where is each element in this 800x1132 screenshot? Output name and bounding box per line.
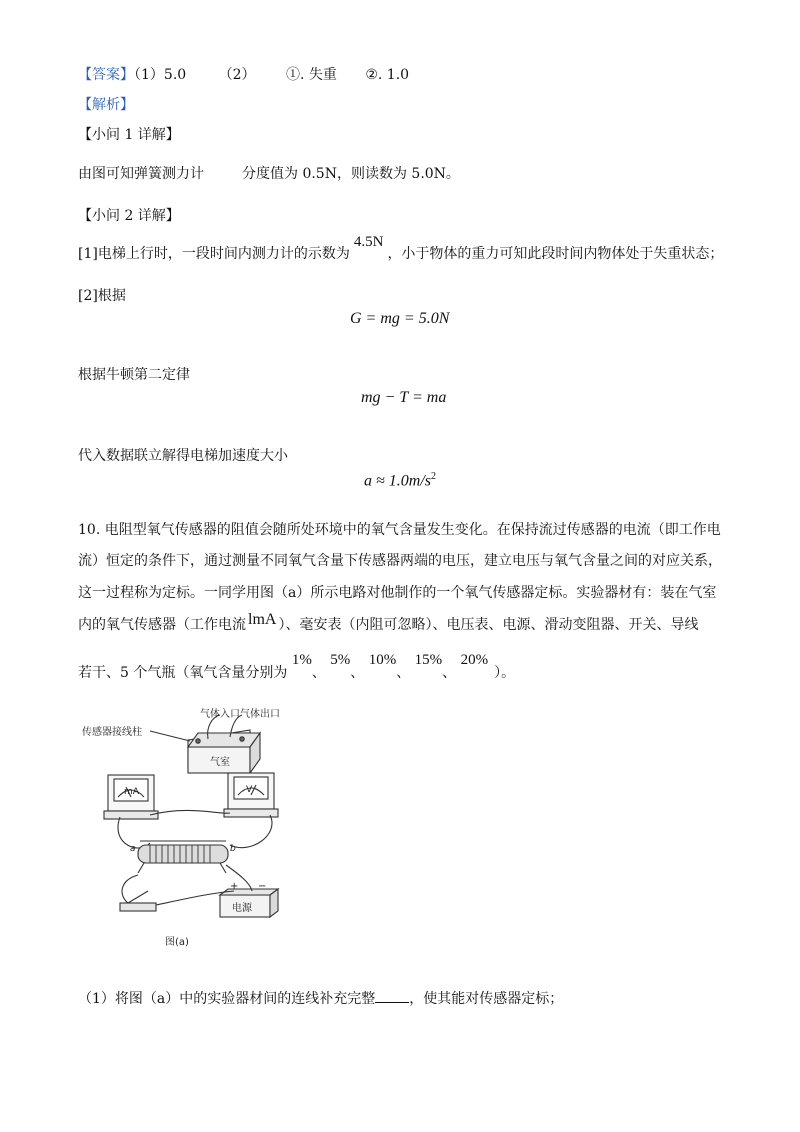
label-terminal-b: b <box>230 844 236 854</box>
answer-blank[interactable] <box>375 990 409 1003</box>
question1-text-b: ，使其能对传感器定标； <box>409 991 564 1007</box>
equation-newton: mg − T = ma <box>361 389 447 406</box>
q2-title: 【小问 2 详解】 <box>78 208 180 224</box>
q2-line1 <box>78 234 724 263</box>
label-connector: 传感器接线柱 <box>82 727 142 738</box>
answer-part4: ②. 1.0 <box>365 67 410 83</box>
equation-gravity: G = mg = 5.0N <box>350 310 450 327</box>
equation-acceleration <box>364 471 436 490</box>
circuit-figure <box>80 705 310 955</box>
analysis-label: 【解析】 <box>78 97 134 113</box>
problem10-line4 <box>78 611 699 634</box>
problem10-line4-a: 内的氧气传感器（工作电流 <box>78 617 246 633</box>
equation-acceleration-sup: 2 <box>431 471 437 482</box>
percent-1: 1% <box>291 652 312 668</box>
label-terminal-a: a <box>130 844 136 854</box>
answer-line <box>78 64 409 84</box>
answer-part2: （2） <box>218 67 256 83</box>
separator: 、 <box>311 665 326 681</box>
q1-line-b: 分度值为 0.5N，则读数为 5.0N。 <box>242 166 460 182</box>
problem10-line3: 这一过程称为定标。一同学用图（a）所示电路对他制作的一个氧气传感器定标。实验器材有：装在气室 <box>78 585 717 601</box>
percent-5: 5% <box>330 652 351 668</box>
problem10-line1: 10. 电阻型氧气传感器的阻值会随所处环境中的氧气含量发生变化。在保持流过传感器的电流（即工作电 <box>78 522 721 538</box>
separator: 、 <box>442 665 457 681</box>
problem10-line5-a: 若干、5 个气瓶（氧气含量分别为 <box>78 665 288 681</box>
q2-line4: 代入数据联立解得电梯加速度大小 <box>78 448 288 464</box>
answer-part1: （1）5.0 <box>134 67 187 83</box>
percent-20: 20% <box>460 652 489 668</box>
problem10-current-value: lmA <box>248 611 277 628</box>
question1 <box>78 988 563 1008</box>
q2-line1-value: 4.5N <box>353 234 384 250</box>
problem10-line4-b: ）、毫安表（内阻可忽略）、电压表、电源、滑动变阻器、开关、导线 <box>278 617 699 633</box>
q1-line-a: 由图可知弹簧测力计 <box>78 166 204 182</box>
q1-line <box>78 163 460 183</box>
percent-15: 15% <box>414 652 443 668</box>
label-minus: − <box>258 881 267 892</box>
problem10-line5 <box>78 652 516 682</box>
q2-line3: 根据牛顿第二定律 <box>78 367 190 383</box>
figure-caption: 图(a) <box>165 937 189 948</box>
q2-line1-a: [1]电梯上行时，一段时间内测力计的示数为 <box>78 246 350 262</box>
problem10-line5-end: ）。 <box>494 665 516 681</box>
answer-part3: ①. 失重 <box>286 67 337 83</box>
equation-acceleration-main: a ≈ 1.0m/s <box>364 472 432 490</box>
problem10-line2: 流）恒定的条件下，通过测量不同氧气含量下传感器两端的电压，建立电压与氧气含量之间的对应关系， <box>78 553 722 569</box>
label-power: 电源 <box>232 903 252 914</box>
label-gas-out: 气体出口 <box>240 709 280 720</box>
q2-line2: [2]根据 <box>78 288 126 304</box>
answer-label: 【答案】 <box>78 67 134 83</box>
label-milliammeter: mA <box>124 787 139 797</box>
label-plus: + <box>230 881 239 892</box>
separator: 、 <box>396 665 411 681</box>
question1-text-a: （1）将图（a）中的实验器材间的连线补充完整 <box>78 991 376 1007</box>
q1-title: 【小问 1 详解】 <box>78 127 180 143</box>
q2-line1-b: ，小于物体的重力可知此段时间内物体处于失重状态； <box>387 246 724 262</box>
label-voltmeter: V <box>246 785 253 795</box>
label-gas-in: 气体入口 <box>200 709 240 720</box>
percent-10: 10% <box>368 652 397 668</box>
label-chamber: 气室 <box>210 757 230 768</box>
separator: 、 <box>350 665 365 681</box>
